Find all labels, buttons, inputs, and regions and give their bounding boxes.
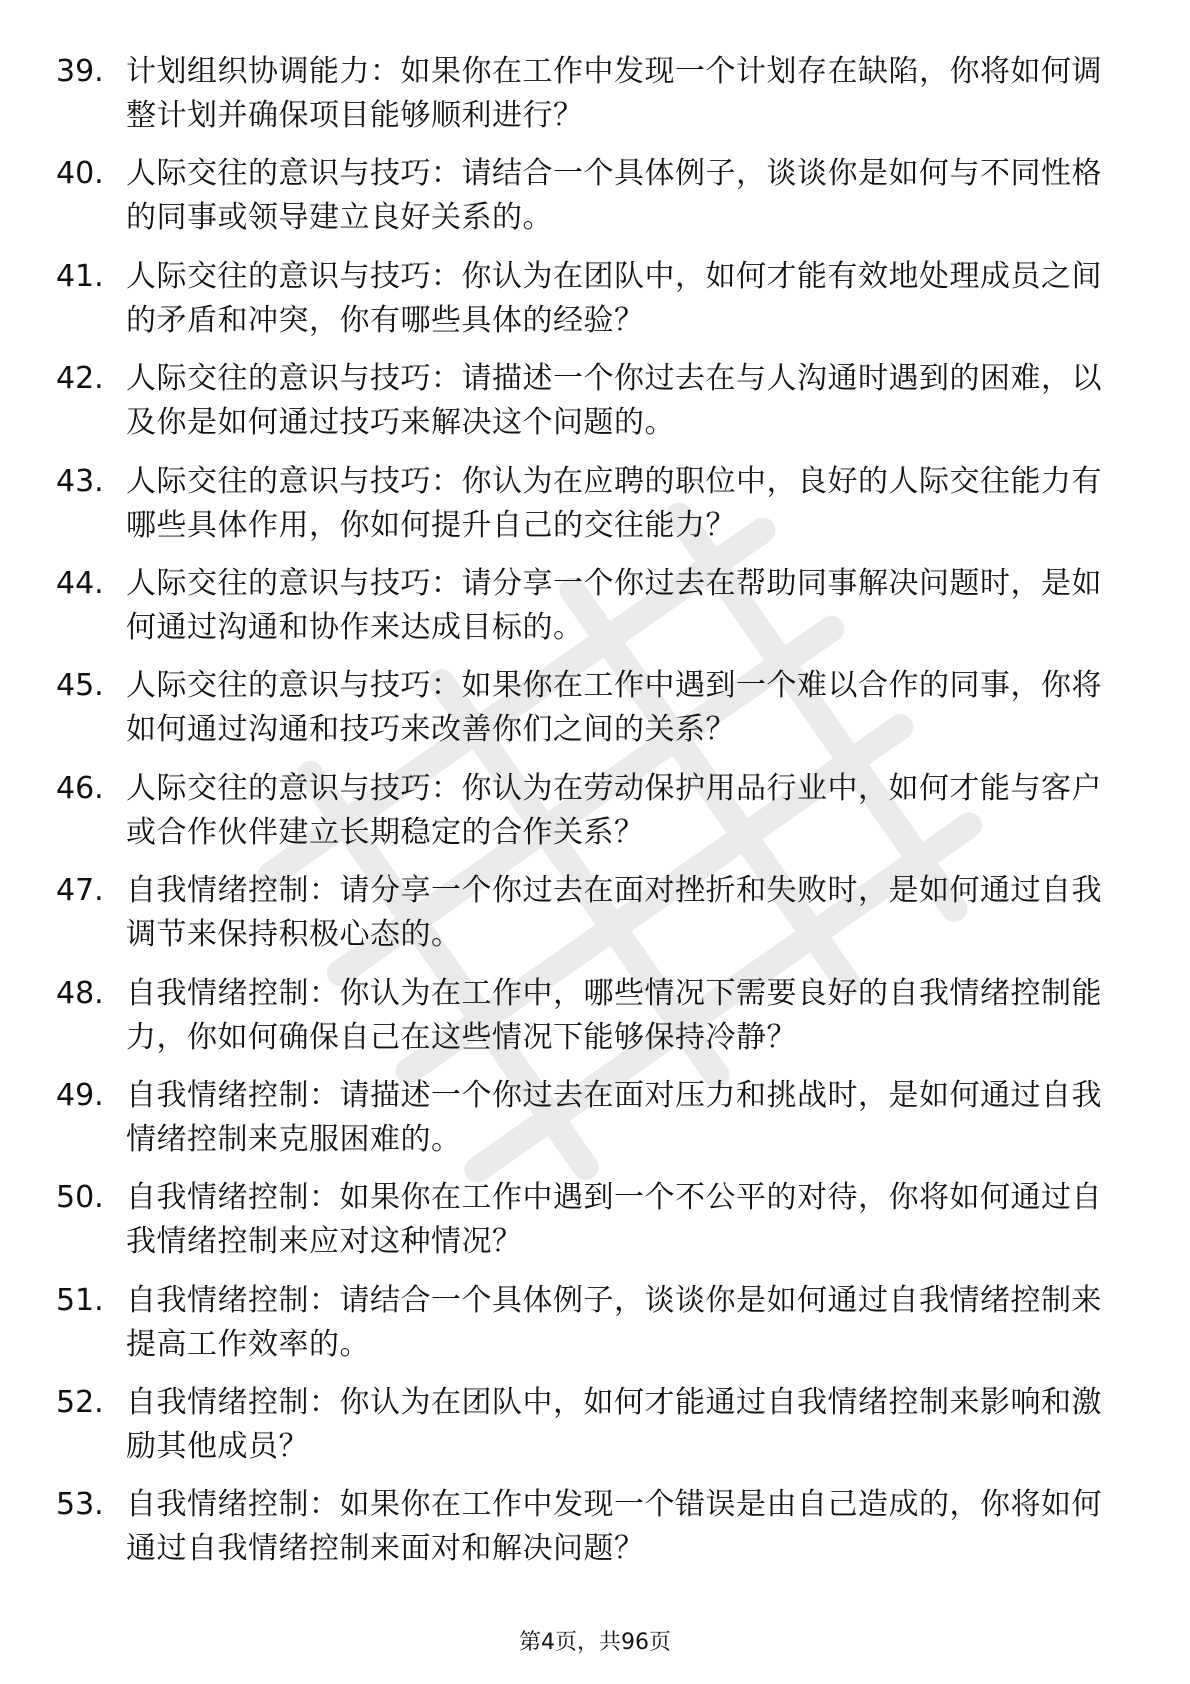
list-item — [56, 152, 1116, 254]
question-text: 人际交往的意识与技巧：你认为在应聘的职位中，良好的人际交往能力有哪些具体作用，你如何提升自己的交往能力？ — [126, 463, 1102, 543]
list-item — [56, 357, 1116, 459]
list-item — [56, 767, 1116, 869]
list-item — [56, 664, 1116, 766]
list-item — [56, 255, 1116, 357]
question-text: 自我情绪控制：如果你在工作中遇到一个不公平的对待，你将如何通过自我情绪控制来应对这种情况？ — [126, 1180, 1102, 1260]
question-number: 52. — [56, 1385, 104, 1421]
question-text: 人际交往的意识与技巧：你认为在劳动保护用品行业中，如何才能与客户或合作伙伴建立长期稳定的合作关系？ — [126, 770, 1102, 850]
question-number: 46. — [56, 770, 104, 806]
question-text: 自我情绪控制：请结合一个具体例子，谈谈你是如何通过自我情绪控制来提高工作效率的。 — [126, 1282, 1102, 1362]
list-item — [56, 869, 1116, 971]
list-item — [56, 460, 1116, 562]
question-text: 自我情绪控制：如果你在工作中发现一个错误是由自己造成的，你将如何通过自我情绪控制来面对和解决问题？ — [126, 1487, 1102, 1567]
list-item — [56, 1074, 1116, 1176]
list-item — [56, 972, 1116, 1074]
question-number: 50. — [56, 1180, 104, 1216]
question-text: 自我情绪控制：请分享一个你过去在面对挫折和失败时，是如何通过自我调节来保持积极心态的。 — [126, 873, 1102, 953]
question-number: 53. — [56, 1487, 104, 1523]
page-footer: 第4页，共96页 — [519, 1630, 671, 1655]
question-text: 人际交往的意识与技巧：如果你在工作中遇到一个难以合作的同事，你将如何通过沟通和技巧来改善你们之间的关系？ — [126, 668, 1102, 748]
question-text: 计划组织协调能力：如果你在工作中发现一个计划存在缺陷，你将如何调整计划并确保项目能够顺利进行？ — [126, 54, 1102, 133]
question-number: 44. — [56, 565, 104, 601]
question-number: 43. — [56, 463, 104, 499]
list-item — [56, 1483, 1116, 1585]
question-number: 41. — [56, 258, 104, 294]
question-text: 人际交往的意识与技巧：你认为在团队中，如何才能有效地处理成员之间的矛盾和冲突，你有哪些具体的经验？ — [126, 258, 1102, 338]
question-number: 39. — [56, 54, 104, 89]
question-text: 人际交往的意识与技巧：请描述一个你过去在与人沟通时遇到的困难，以及你是如何通过技巧来解决这个问题的。 — [126, 361, 1102, 441]
question-number: 42. — [56, 361, 104, 397]
question-number: 48. — [56, 975, 104, 1011]
question-number: 45. — [56, 668, 104, 704]
question-text: 自我情绪控制：请描述一个你过去在面对压力和挑战时，是如何通过自我情绪控制来克服困难的。 — [126, 1077, 1102, 1157]
list-item — [56, 1381, 1116, 1483]
question-number: 40. — [56, 156, 104, 192]
question-text: 人际交往的意识与技巧：请结合一个具体例子，谈谈你是如何与不同性格的同事或领导建立良好关系的。 — [126, 156, 1102, 236]
list-item — [56, 562, 1116, 664]
list-item — [56, 50, 1116, 152]
question-text: 人际交往的意识与技巧：请分享一个你过去在帮助同事解决问题时，是如何通过沟通和协作来达成目标的。 — [126, 565, 1102, 645]
question-list — [56, 50, 1116, 1586]
question-text: 自我情绪控制：你认为在团队中，如何才能通过自我情绪控制来影响和激励其他成员？ — [126, 1385, 1102, 1465]
list-item — [56, 1176, 1116, 1278]
question-number: 49. — [56, 1077, 104, 1113]
list-item — [56, 1279, 1116, 1381]
question-text: 自我情绪控制：你认为在工作中，哪些情况下需要良好的自我情绪控制能力，你如何确保自己在这些情况下能够保持冷静？ — [126, 975, 1102, 1055]
question-number: 47. — [56, 873, 104, 909]
question-number: 51. — [56, 1282, 104, 1318]
